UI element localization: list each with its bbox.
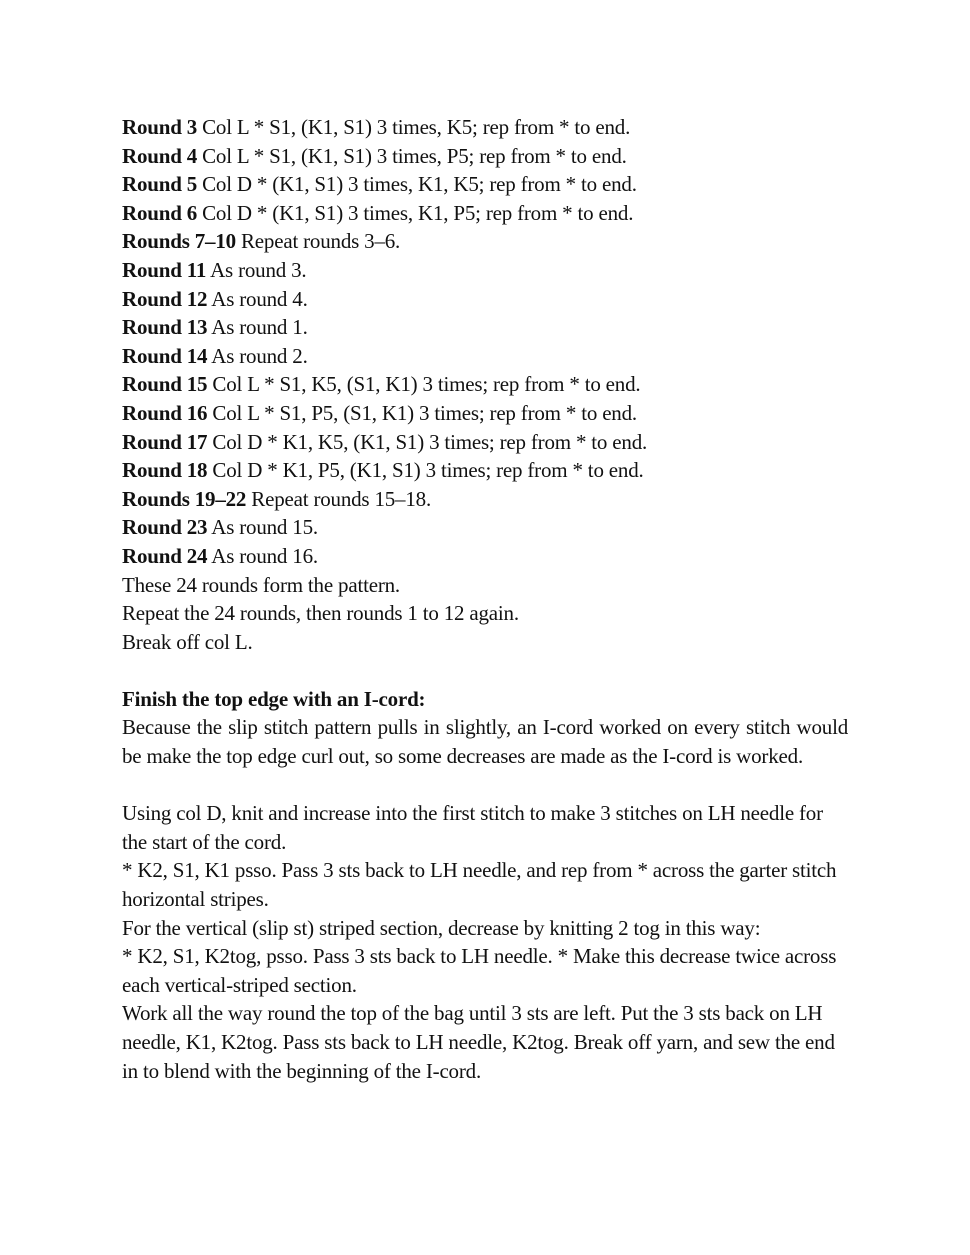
round-line — [122, 513, 848, 542]
icord-step: For the vertical (slip st) striped section, decrease by knitting 2 tog in this way: — [122, 915, 761, 940]
icord-step: * K2, S1, K2tog, psso. Pass 3 sts back to LH needle. * Make this decrease twice across each vertical-striped section. — [122, 944, 837, 997]
round-instructions — [122, 113, 848, 571]
note-line: These 24 rounds form the pattern. — [122, 572, 400, 597]
round-label: Round 6 — [122, 200, 198, 225]
round-label: Round 14 — [122, 343, 208, 368]
round-line — [122, 285, 848, 314]
round-text: Col D * (K1, S1) 3 times, K1, P5; rep from * to end. — [197, 200, 634, 225]
spacer — [122, 656, 848, 685]
round-label: Rounds 7–10 — [122, 229, 236, 254]
round-line — [122, 113, 848, 142]
round-line — [122, 485, 848, 514]
pattern-notes — [122, 571, 848, 657]
note-line: Repeat the 24 rounds, then rounds 1 to 12 again. — [122, 601, 519, 626]
round-line — [122, 170, 848, 199]
round-line — [122, 142, 848, 171]
section-heading: Finish the top edge with an I-cord: — [122, 686, 426, 711]
round-label: Round 16 — [122, 400, 208, 425]
round-text: As round 16. — [207, 543, 318, 568]
round-label: Round 11 — [122, 257, 207, 282]
icord-section — [122, 685, 848, 1085]
round-line — [122, 199, 848, 228]
note-line: Break off col L. — [122, 629, 253, 654]
round-line — [122, 542, 848, 571]
icord-intro: Because the slip stitch pattern pulls in slightly, an I-cord worked on every stitch would be make the top edge curl out, so some decreases are made as the I-cord is worked. — [122, 715, 848, 769]
round-label: Rounds 19–22 — [122, 486, 247, 511]
round-line — [122, 342, 848, 371]
icord-step: Work all the way round the top of the bag until 3 sts are left. Put the 3 sts back on LH needle, K1, K2tog. Pass sts back to LH needle, K2tog. Break off yarn, and sew the end in to blend with the beginning of the I-cord. — [122, 1001, 835, 1083]
round-label: Round 23 — [122, 515, 208, 540]
round-text: As round 15. — [207, 515, 318, 540]
round-text: As round 2. — [207, 343, 308, 368]
round-label: Round 12 — [122, 286, 208, 311]
icord-step: * K2, S1, K1 psso. Pass 3 sts back to LH needle, and rep from * across the garter stitch horizontal stripes. — [122, 858, 837, 912]
document-page — [122, 113, 848, 1085]
round-line — [122, 227, 848, 256]
round-text: Repeat rounds 15–18. — [246, 486, 432, 511]
round-line — [122, 456, 848, 485]
round-text: As round 3. — [206, 257, 307, 282]
round-label: Round 18 — [122, 458, 208, 483]
round-label: Round 24 — [122, 543, 208, 568]
round-label: Round 13 — [122, 315, 208, 340]
round-text: Col L * S1, (K1, S1) 3 times, K5; rep from * to end. — [197, 115, 631, 139]
round-text: Col L * S1, K5, (S1, K1) 3 times; rep from * to end. — [207, 372, 641, 397]
round-label: Round 4 — [122, 143, 198, 168]
round-text: Col L * S1, (K1, S1) 3 times, P5; rep from * to end. — [197, 143, 627, 168]
round-line — [122, 428, 848, 457]
spacer — [122, 771, 848, 800]
round-text: Repeat rounds 3–6. — [235, 229, 401, 254]
icord-step: Using col D, knit and increase into the first stitch to make 3 stitches on LH needle for the start of the cord. — [122, 801, 823, 854]
round-line — [122, 313, 848, 342]
round-label: Round 17 — [122, 429, 208, 454]
round-text: Col D * K1, K5, (K1, S1) 3 times; rep from * to end. — [207, 429, 648, 454]
round-line — [122, 399, 848, 428]
round-text: Col D * K1, P5, (K1, S1) 3 times; rep from * to end. — [207, 458, 644, 483]
round-line — [122, 256, 848, 285]
round-text: As round 4. — [207, 286, 308, 311]
round-label: Round 5 — [122, 172, 198, 197]
round-text: Col D * (K1, S1) 3 times, K1, K5; rep from * to end. — [197, 172, 637, 197]
round-line — [122, 370, 848, 399]
round-label: Round 3 — [122, 115, 198, 139]
round-label: Round 15 — [122, 372, 208, 397]
round-text: Col L * S1, P5, (S1, K1) 3 times; rep from * to end. — [207, 400, 637, 425]
round-text: As round 1. — [207, 315, 308, 340]
